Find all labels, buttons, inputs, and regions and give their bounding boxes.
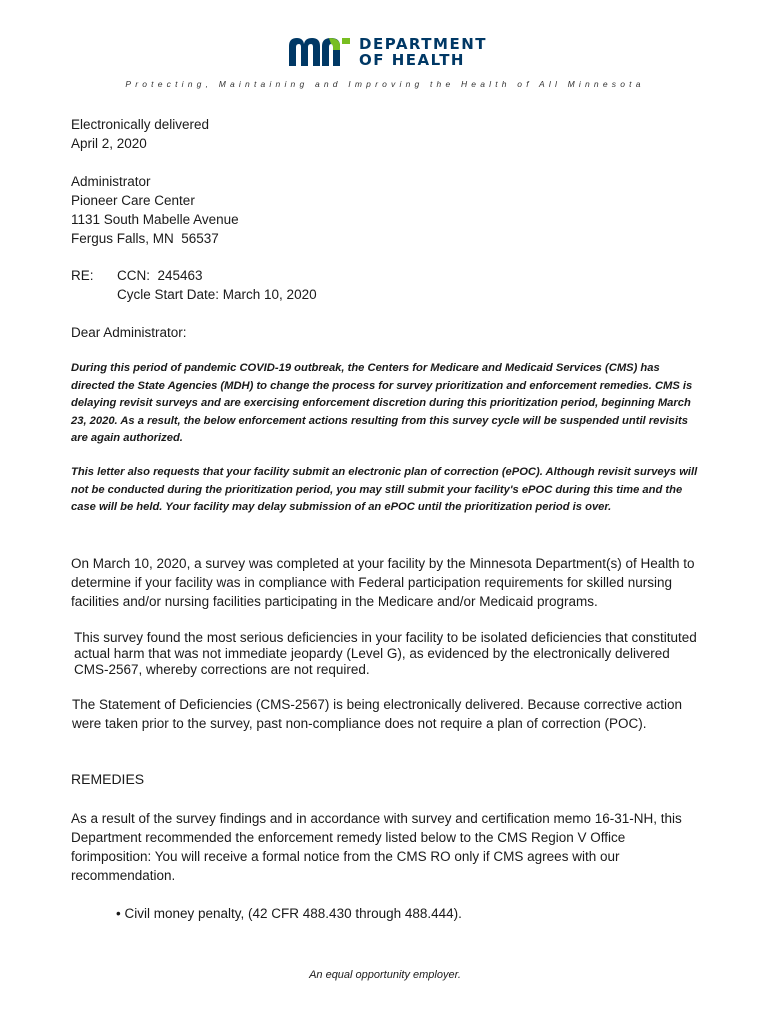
- statement-paragraph: The Statement of Deficiencies (CMS-2567) is being electronically delivered. Because corrective action were taken prior to the survey, past non-compliance does not require a plan of correction (POC).: [72, 697, 683, 731]
- mdh-logo: [287, 34, 487, 70]
- remedies-heading: REMEDIES: [71, 771, 145, 787]
- logo-text-department: DEPARTMENT: [359, 35, 487, 53]
- remedies-paragraph: As a result of the survey findings and in accordance with survey and certification memo 16-31-NH, this Department recommended the enforcement remedy listed below to the CMS Region V Office forimposition: You will receive a formal notice from the CMS RO only if CMS agrees with our recommendation.: [71, 811, 682, 883]
- recipient-city: Fergus Falls, MN 56537: [71, 231, 219, 246]
- logo-text-of-health: OF HEALTH: [359, 51, 465, 69]
- re-cycle-start: Cycle Start Date: March 10, 2020: [117, 287, 317, 302]
- recipient-title: Administrator: [71, 174, 151, 189]
- letter-date: April 2, 2020: [71, 136, 147, 151]
- epoc-notice-paragraph: This letter also requests that your facility submit an electronic plan of correction (ePOC). Although revisit surveys will not be conducted during the prioritization period, you may still submit your facility's ePOC during this time and the case will be held. Your facility may delay submission of an ePOC until the prioritization period is over.: [71, 466, 698, 513]
- covid-notice-paragraph: During this period of pandemic COVID-19 outbreak, the Centers for Medicare and Medicaid Services (CMS) has directed the State Agencies (MDH) to change the process for survey prioritization and enforcement remedies. CMS is delaying revisit surveys and are exercising enforcement discretion during this prioritization period, beginning March 23, 2020. As a result, the below enforcement actions resulting from this survey cycle will be suspended until revisits are again authorized.: [71, 362, 693, 444]
- list-item: • Civil money penalty, (42 CFR 488.430 through 488.444).: [116, 906, 462, 921]
- survey-paragraph: On March 10, 2020, a survey was completed at your facility by the Minnesota Department(s) of Health to determine if your facility was in compliance with Federal participation requirements for skilled nursing facilities and/or nursing facilities participating in the Medicare and/or Medicaid programs.: [71, 556, 695, 609]
- re-label: RE:: [71, 268, 94, 283]
- footer-text: An equal opportunity employer.: [309, 969, 461, 981]
- recipient-street: 1131 South Mabelle Avenue: [71, 212, 239, 227]
- findings-paragraph: This survey found the most serious deficiencies in your facility to be isolated deficiencies that constituted actual harm that was not immediate jeopardy (Level G), as evidenced by the electronically delivered CMS-2567, whereby corrections are not required.: [74, 630, 697, 677]
- re-ccn: CCN: 245463: [117, 268, 203, 283]
- delivery-method: Electronically delivered: [71, 117, 210, 132]
- mn-logo-mark-icon: [287, 36, 353, 66]
- salutation: Dear Administrator:: [71, 325, 187, 340]
- tagline: Protecting, Maintaining and Improving the Health of All Minnesota: [125, 79, 645, 89]
- recipient-facility: Pioneer Care Center: [71, 193, 195, 208]
